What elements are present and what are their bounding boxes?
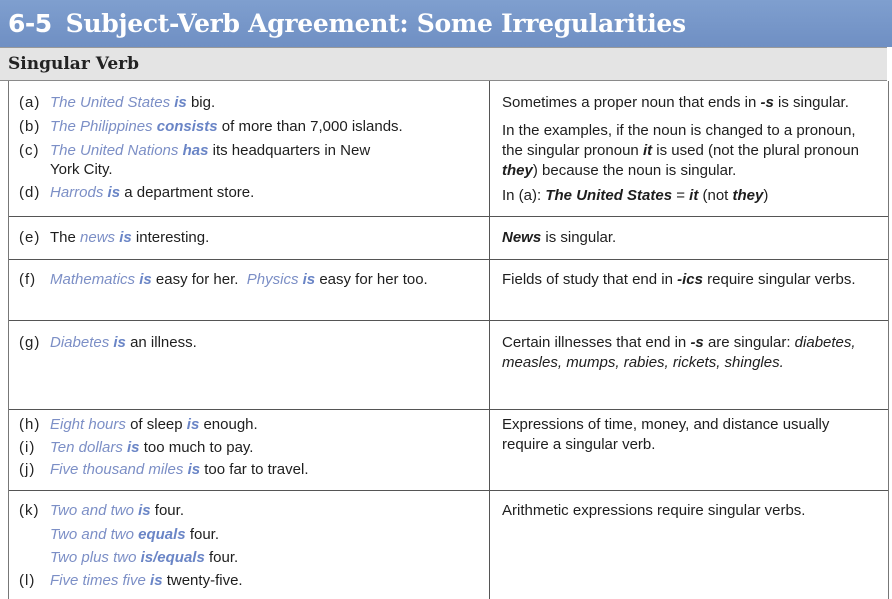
example-a: (a) The United States is big. (19, 94, 216, 111)
table-row (9, 217, 888, 260)
example-g: (g) Diabetes is an illness. (19, 334, 197, 351)
examples-cell (9, 260, 488, 320)
explanation-cell (489, 410, 889, 490)
explanation-cell (489, 321, 889, 409)
example-c-continued: York City. (50, 161, 113, 178)
table-row (9, 491, 888, 599)
explanation-cell (489, 260, 889, 320)
example-f: (f) Mathematics is easy for her. Physics is easy for her too. (19, 271, 428, 288)
example-k: (k) Two and two is four. (19, 502, 184, 519)
example-b: (b) The Philippines consists of more than 7,000 islands. (19, 118, 403, 135)
note-arithmetic: Arithmetic expressions require singular verbs. (502, 502, 806, 519)
note-time-money-distance: Expressions of time, money, and distance usually require a singular verb. (502, 416, 830, 453)
section-number: 6-5 (8, 9, 52, 38)
note-example-equation: In (a): The United States = it (not they) (502, 187, 769, 204)
example-k-variant-1: Two and two equals four. (50, 526, 219, 543)
explanation-cell (489, 491, 889, 599)
examples-cell (9, 217, 488, 259)
explanation-cell (489, 217, 889, 259)
example-h: (h) Eight hours of sleep is enough. (19, 416, 258, 433)
note-illnesses: Certain illnesses that end in -s are singular: diabetes, measles, mumps, rabies, rickets, shingles. (502, 334, 856, 371)
examples-cell (9, 321, 488, 409)
example-e: (e) The news is interesting. (19, 229, 210, 246)
table-row (9, 410, 888, 491)
subheading-label: Singular Verb (8, 54, 139, 74)
example-i: (i) Ten dollars is too much to pay. (19, 439, 254, 456)
grammar-chart (8, 81, 889, 599)
note-proper-noun: Sometimes a proper noun that ends in -s is singular. (502, 94, 849, 111)
examples-cell (9, 81, 488, 216)
note-news: News is singular. (502, 229, 617, 246)
chart-title-bar (0, 0, 892, 47)
table-row (9, 321, 888, 410)
example-d: (d) Harrods is a department store. (19, 184, 255, 201)
category-subheading (0, 47, 887, 81)
example-k-variant-2: Two plus two is/equals four. (50, 549, 239, 566)
example-l: (l) Five times five is twenty-five. (19, 572, 243, 589)
example-j: (j) Five thousand miles is too far to travel. (19, 461, 309, 478)
example-c: (c) The United Nations has its headquarters in New (19, 142, 371, 159)
examples-cell (9, 491, 488, 599)
note-fields-of-study: Fields of study that end in -ics require singular verbs. (502, 271, 856, 288)
table-row (9, 260, 888, 321)
table-row (9, 81, 888, 217)
note-pronoun-explanation: In the examples, if the noun is changed to a pronoun, the singular pronoun it is used (not the plural pronoun they) because the noun is singular. (502, 122, 859, 179)
examples-cell (9, 410, 488, 490)
section-title: Subject-Verb Agreement: Some Irregularities (65, 9, 686, 38)
explanation-cell (489, 81, 889, 216)
